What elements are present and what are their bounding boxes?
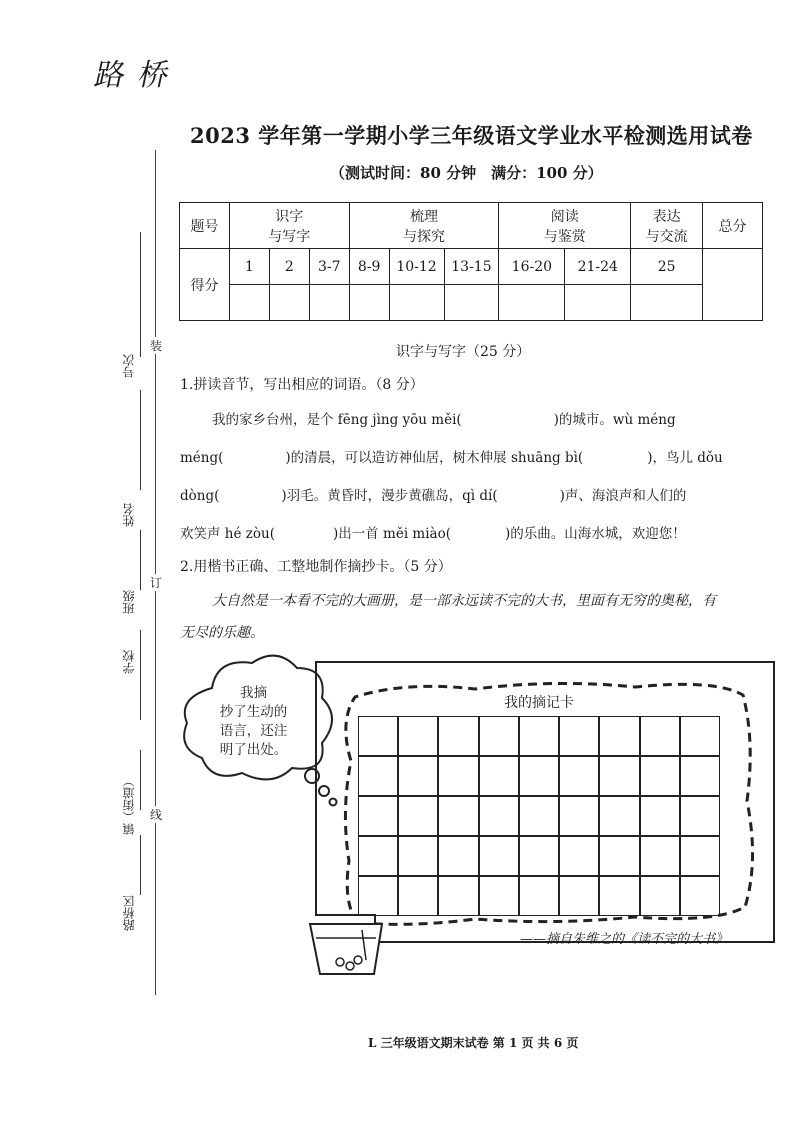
grid-cell[interactable] bbox=[398, 876, 438, 916]
grid-cell[interactable] bbox=[479, 796, 519, 836]
grid-cell[interactable] bbox=[358, 876, 398, 916]
grid-cell[interactable] bbox=[479, 876, 519, 916]
grid-cell[interactable] bbox=[358, 756, 398, 796]
grid-cell[interactable] bbox=[680, 756, 720, 796]
total-score-cell[interactable] bbox=[703, 249, 763, 321]
card-source: ——摘自朱维之的《读不完的大书》 bbox=[520, 932, 729, 947]
question-1-line: 欢笑声 hé zòu( )出一首 měi miào( )的乐曲。山海水城，欢迎您！ bbox=[180, 526, 686, 542]
item-number: 8-9 bbox=[349, 249, 389, 285]
group-header: 阅读 与鉴赏 bbox=[499, 203, 631, 249]
field-class: 班级 bbox=[122, 590, 136, 614]
score-cell[interactable] bbox=[444, 285, 499, 321]
group-header: 表达 与交流 bbox=[631, 203, 703, 249]
writing-grid[interactable] bbox=[358, 716, 720, 916]
score-table bbox=[179, 202, 763, 321]
grid-cell[interactable] bbox=[519, 716, 559, 756]
score-cell[interactable] bbox=[269, 285, 309, 321]
grid-cell[interactable] bbox=[640, 796, 680, 836]
grid-cell[interactable] bbox=[438, 716, 478, 756]
score-cell[interactable] bbox=[631, 285, 703, 321]
grid-cell[interactable] bbox=[479, 716, 519, 756]
grid-cell[interactable] bbox=[640, 756, 680, 796]
field-seat-number: 号次 bbox=[122, 354, 136, 378]
grid-cell[interactable] bbox=[519, 796, 559, 836]
grid-cell[interactable] bbox=[398, 796, 438, 836]
grid-cell[interactable] bbox=[640, 876, 680, 916]
grid-cell[interactable] bbox=[640, 836, 680, 876]
score-cell[interactable] bbox=[309, 285, 349, 321]
grid-cell[interactable] bbox=[519, 836, 559, 876]
item-number: 25 bbox=[631, 249, 703, 285]
grid-cell[interactable] bbox=[680, 796, 720, 836]
grid-cell[interactable] bbox=[358, 796, 398, 836]
row-label-score: 得分 bbox=[180, 249, 230, 321]
question-1-line: méng( )的清晨，可以造访神仙居，树木伸展 shuāng bì( )，鸟儿 dǒu bbox=[180, 450, 723, 466]
grid-cell[interactable] bbox=[680, 716, 720, 756]
question-2-title: 2.用楷书正确、工整地制作摘抄卡。（5 分） bbox=[180, 559, 452, 575]
seal-char: 装 bbox=[150, 339, 163, 353]
score-cell[interactable] bbox=[389, 285, 444, 321]
grid-cell[interactable] bbox=[519, 876, 559, 916]
item-number: 1 bbox=[229, 249, 269, 285]
item-number: 10-12 bbox=[389, 249, 444, 285]
item-number: 3-7 bbox=[309, 249, 349, 285]
grid-cell[interactable] bbox=[559, 836, 599, 876]
grid-cell[interactable] bbox=[599, 836, 639, 876]
score-cell[interactable] bbox=[565, 285, 631, 321]
row-label-number: 题号 bbox=[180, 203, 230, 249]
item-number: 2 bbox=[269, 249, 309, 285]
score-cell[interactable] bbox=[349, 285, 389, 321]
field-name: 姓名 bbox=[122, 503, 136, 527]
grid-cell[interactable] bbox=[479, 756, 519, 796]
score-cell[interactable] bbox=[499, 285, 565, 321]
question-1-line: 我的家乡台州，是个 fēng jìng yōu měi( )的城市。wù méng bbox=[212, 412, 676, 428]
grid-cell[interactable] bbox=[680, 876, 720, 916]
section-title: 识字与写字（25 分） bbox=[396, 344, 531, 360]
grid-cell[interactable] bbox=[559, 716, 599, 756]
field-school: 学校 bbox=[122, 650, 136, 674]
seal-char: 订 bbox=[150, 576, 163, 590]
field-district: 路桥区 bbox=[122, 895, 136, 931]
group-header: 识字 与写字 bbox=[229, 203, 349, 249]
exam-title: 2023 学年第一学期小学三年级语文学业水平检测选用试卷 bbox=[190, 123, 753, 148]
binding-line bbox=[155, 150, 157, 995]
card-title: 我的摘记卡 bbox=[504, 695, 574, 711]
grid-cell[interactable] bbox=[559, 756, 599, 796]
grid-cell[interactable] bbox=[599, 876, 639, 916]
total-header: 总分 bbox=[703, 203, 763, 249]
grid-cell[interactable] bbox=[438, 796, 478, 836]
seal-char: 线 bbox=[150, 808, 163, 822]
grid-cell[interactable] bbox=[438, 876, 478, 916]
cloud-text: 我摘 抄了生动的 语言，还注 明了出处。 bbox=[219, 685, 288, 758]
grid-cell[interactable] bbox=[519, 756, 559, 796]
handwritten-name: 路 桥 bbox=[91, 58, 175, 93]
grid-cell[interactable] bbox=[599, 716, 639, 756]
grid-cell[interactable] bbox=[479, 836, 519, 876]
quote-line: 大自然是一本看不完的大画册，是一部永远读不完的大书，里面有无穷的奥秘，有 bbox=[212, 593, 716, 609]
grid-cell[interactable] bbox=[680, 836, 720, 876]
score-cell[interactable] bbox=[229, 285, 269, 321]
quote-line: 无尽的乐趣。 bbox=[180, 625, 264, 641]
question-1-line: dòng( )羽毛。黄昏时，漫步黄礁岛，qì dí( )声、海浪声和人们的 bbox=[180, 488, 687, 504]
grid-cell[interactable] bbox=[438, 756, 478, 796]
grid-cell[interactable] bbox=[358, 836, 398, 876]
exam-subtitle: （测试时间：80 分钟 满分：100 分） bbox=[330, 164, 603, 182]
grid-cell[interactable] bbox=[559, 876, 599, 916]
grid-cell[interactable] bbox=[398, 756, 438, 796]
item-number: 13-15 bbox=[444, 249, 499, 285]
grid-cell[interactable] bbox=[438, 836, 478, 876]
grid-cell[interactable] bbox=[398, 836, 438, 876]
grid-cell[interactable] bbox=[358, 716, 398, 756]
grid-cell[interactable] bbox=[398, 716, 438, 756]
grid-cell[interactable] bbox=[599, 756, 639, 796]
field-town: 镇（街道） bbox=[122, 775, 136, 835]
grid-cell[interactable] bbox=[559, 796, 599, 836]
item-number: 21-24 bbox=[565, 249, 631, 285]
question-1-title: 1.拼读音节，写出相应的词语。（8 分） bbox=[180, 377, 424, 393]
grid-cell[interactable] bbox=[640, 716, 680, 756]
group-header: 梳理 与探究 bbox=[349, 203, 499, 249]
page-footer: L 三年级语文期末试卷 第 1 页 共 6 页 bbox=[368, 1036, 579, 1050]
cup-icon bbox=[306, 920, 386, 978]
item-number: 16-20 bbox=[499, 249, 565, 285]
grid-cell[interactable] bbox=[599, 796, 639, 836]
